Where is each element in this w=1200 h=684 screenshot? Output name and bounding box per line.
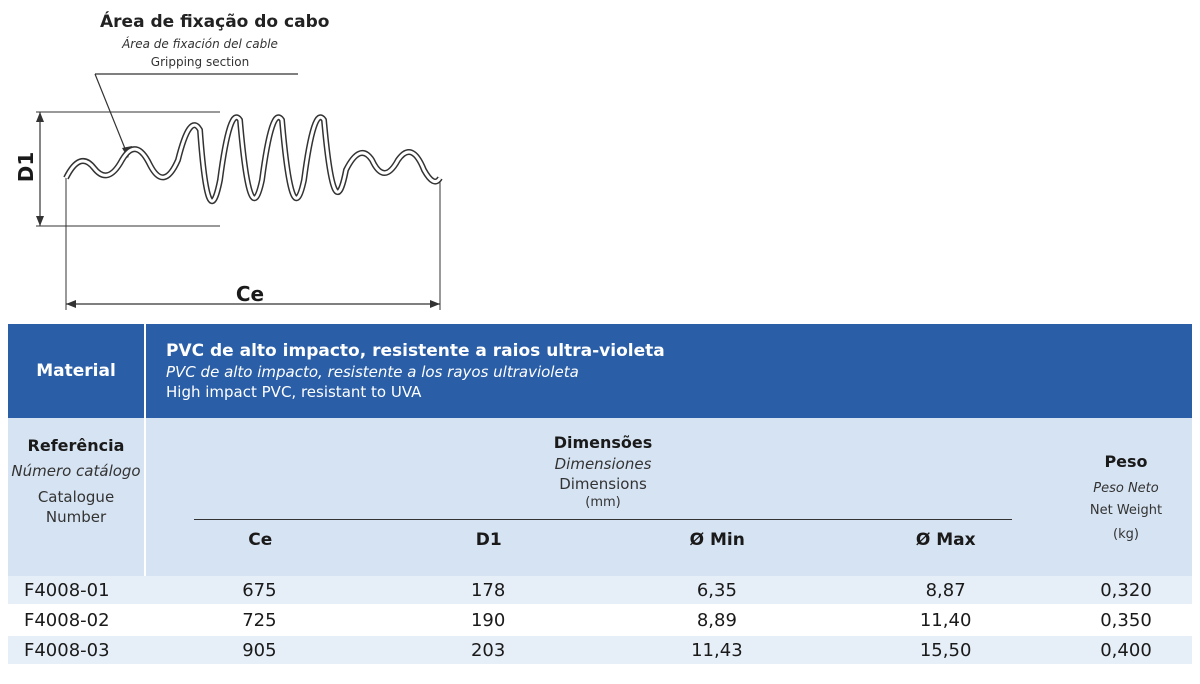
table-header-row [8,418,1192,576]
column-max: Ø Max [915,530,976,550]
cell-d1: 190 [470,609,506,631]
reference-header [8,418,145,576]
weight-header-es: Peso Neto [1093,481,1159,496]
gripping-label-en: Gripping section [150,55,250,69]
cell-ce: 675 [242,579,277,601]
cell-min: 11,43 [691,639,743,661]
table-row [8,635,1192,665]
material-description [145,324,1192,418]
dimensions-divider [194,519,1012,520]
dimensions-unit: (mm) [585,495,621,510]
weight-unit: (kg) [1113,527,1139,542]
weight-header-en: Net Weight [1089,503,1163,518]
column-ce: Ce [248,530,273,550]
material-es: PVC de alto impacto, resistente a los rayos ultravioleta [166,363,579,381]
cell-d1: 203 [470,639,506,661]
dimension-values [145,635,1060,665]
cell-ce: 725 [242,609,277,631]
dimension-values [145,605,1060,635]
reference-header-pt: Referência [27,436,125,455]
weight-cell: 0,400 [1060,635,1192,665]
material-header: Material [8,324,145,418]
gripping-label-pt: Área de fixação do cabo [100,12,330,32]
weight-cell: 0,350 [1060,605,1192,635]
ce-dimension-label: Ce [235,282,265,306]
column-min: Ø Min [689,530,745,550]
table-row [8,605,1192,635]
material-en: High impact PVC, resistant to UVA [166,383,422,401]
spec-table [8,324,1192,666]
dimensions-header-en: Dimensions [559,475,647,493]
ref-cell: F4008-01 [8,576,145,605]
dimensions-header-pt: Dimensões [553,433,653,452]
reference-header-es: Número catálogo [11,462,141,480]
dimensions-header [145,418,1060,576]
ref-cell: F4008-02 [8,605,145,635]
data-rows [8,576,1192,665]
cell-min: 8,89 [696,609,737,631]
ref-cell: F4008-03 [8,635,145,665]
material-row [8,324,1192,418]
weight-header-pt: Peso [1104,452,1148,471]
gripping-label-es: Área de fixación del cable [122,37,278,51]
table-row [8,576,1192,605]
dimension-columns [146,530,1060,550]
cell-max: 11,40 [919,609,972,631]
column-d1: D1 [475,530,502,550]
cell-ce: 905 [242,639,277,661]
cell-max: 15,50 [919,639,972,661]
dimensions-header-es: Dimensiones [554,455,652,473]
cell-d1: 178 [470,579,506,601]
cell-min: 6,35 [696,579,737,601]
dimension-values [145,576,1060,605]
d1-dimension-label: D1 [14,151,38,183]
weight-cell: 0,320 [1060,576,1192,605]
weight-header [1060,418,1192,576]
material-pt: PVC de alto impacto, resistente a raios ultra-violeta [166,341,665,361]
cell-max: 8,87 [925,579,966,601]
reference-header-en: Catalogue Number [37,488,115,526]
